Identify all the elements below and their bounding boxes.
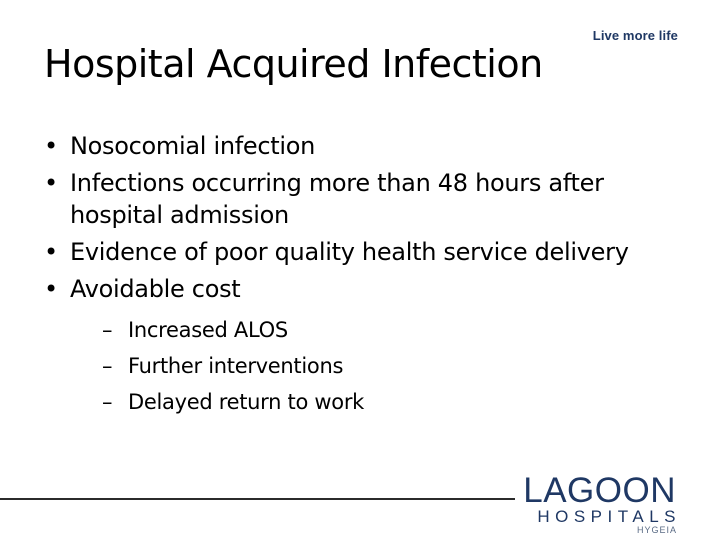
slide-title: Hospital Acquired Infection [44,42,543,86]
bullet-item-text: Avoidable cost [70,275,241,303]
slide-body [44,130,670,425]
brand-tagline: Live more life [592,28,678,43]
sub-bullet-item: – Delayed return to work [102,384,670,420]
bullet-item: • Evidence of poor quality health service delivery [44,236,670,268]
logo-tag: HYGEIA [636,525,677,535]
hospital-logo [523,471,681,536]
bullet-item: • Nosocomial infection [44,130,670,162]
sub-bullet-item: – Further interventions [102,348,670,384]
logo-subtitle: HOSPITALS [537,507,681,526]
sub-bullet-item: – Increased ALOS [102,312,670,348]
bullet-item: • Infections occurring more than 48 hours after hospital admission [44,167,670,231]
logo-name: LAGOON [523,471,676,510]
footer-divider [0,498,515,500]
bullet-item-with-subitems [44,273,670,420]
sub-bullet-list [102,312,670,420]
bullet-list [44,130,670,420]
